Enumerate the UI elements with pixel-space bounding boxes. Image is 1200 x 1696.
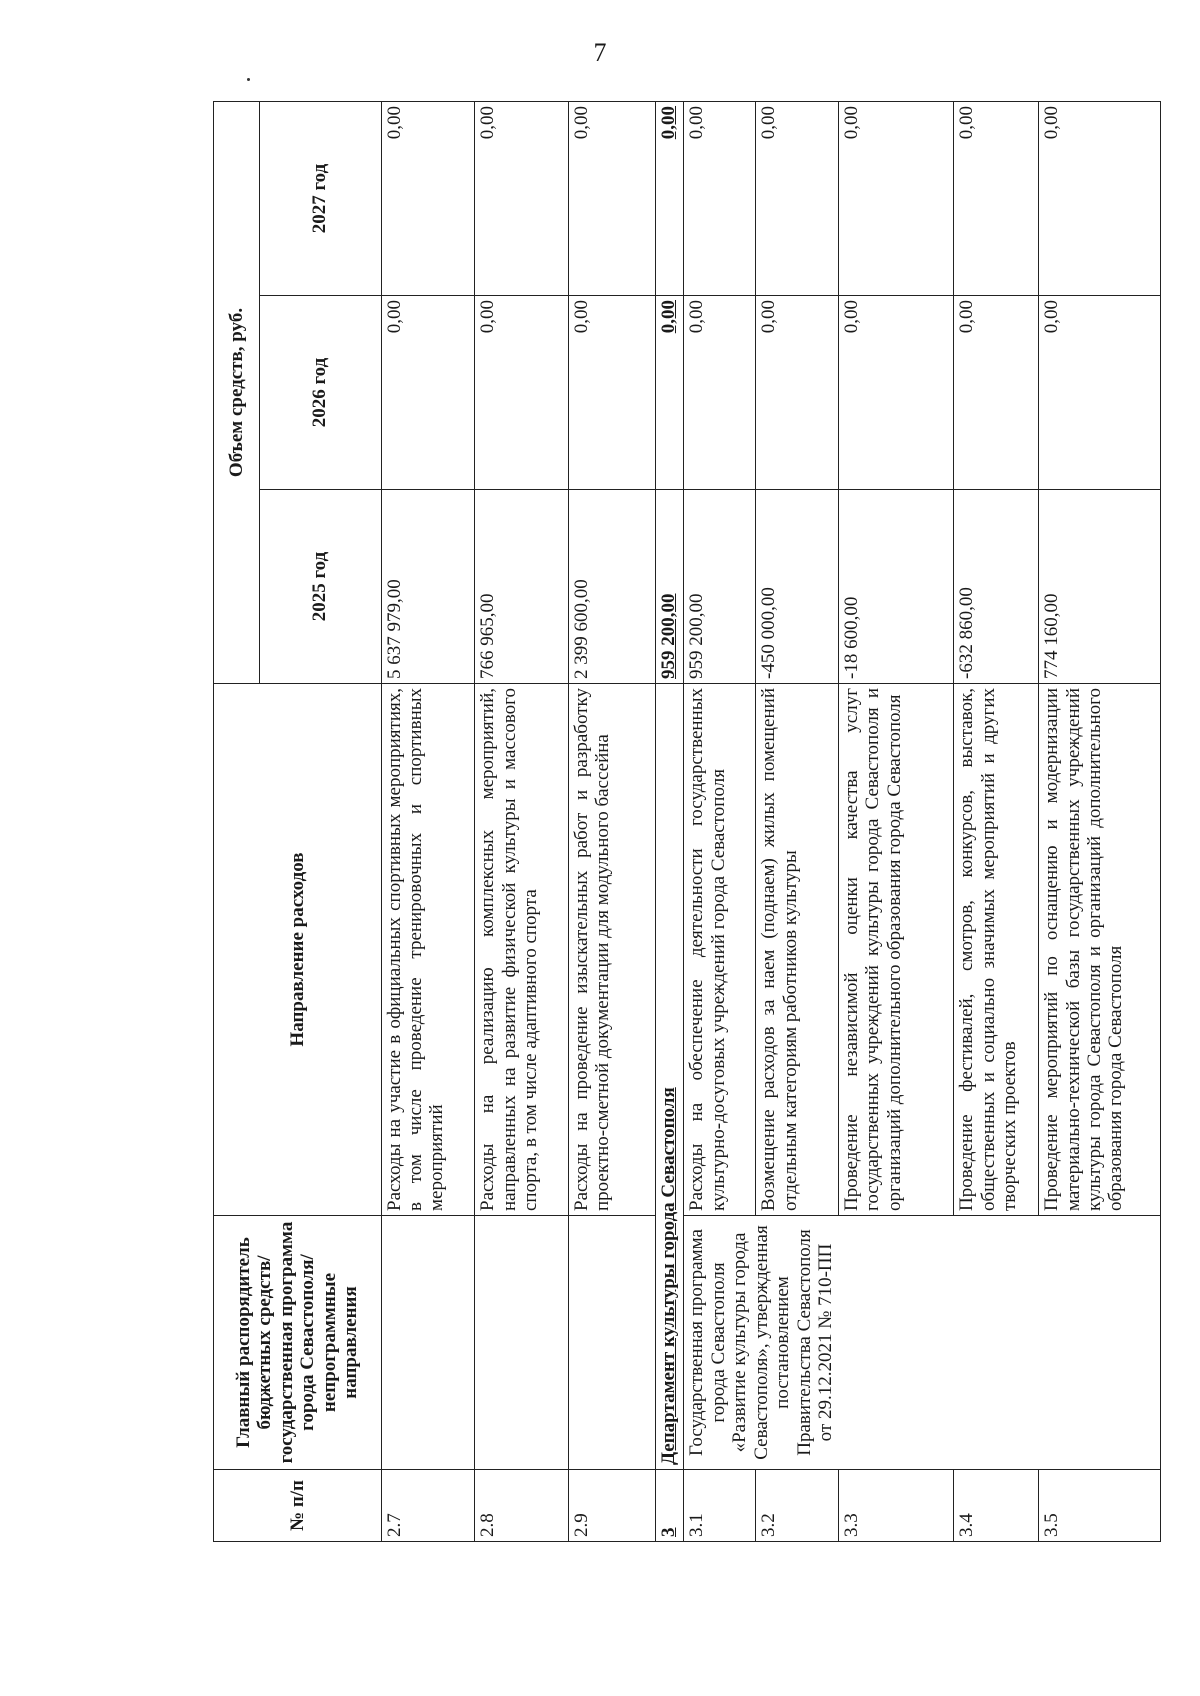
row-grbs — [381, 1216, 475, 1470]
department-name: Департамент культуры города Севастополя — [655, 684, 684, 1470]
row-direction: Проведение фестивалей, смотров, конкурсов, выставок, общественных и социально значимых мероприятий и других творческих проектов — [954, 684, 1039, 1216]
row-2025: 774 160,00 — [1039, 490, 1161, 684]
row-num: 3.4 — [954, 1470, 1039, 1542]
row-2027: 0,00 — [381, 101, 475, 295]
header-direction: Направление расходов — [214, 684, 382, 1216]
row-2027: 0,00 — [838, 101, 953, 295]
row-2027: 0,00 — [475, 101, 569, 295]
row-2027: 0,00 — [684, 101, 756, 295]
budget-table — [213, 101, 1161, 1542]
header-2026: 2026 год — [259, 296, 381, 490]
row-2025: 766 965,00 — [475, 490, 569, 684]
row-num: 2.8 — [475, 1470, 569, 1542]
row-2026: 0,00 — [381, 296, 475, 490]
scan-speck — [247, 78, 250, 81]
row-direction: Расходы на участие в официальных спортивных мероприятиях, в том числе проведение тренировочных и спортивных мероприятий — [381, 684, 475, 1216]
row-num: 3 — [655, 1470, 684, 1542]
row-num: 2.7 — [381, 1470, 475, 1542]
header-2027: 2027 год — [259, 101, 381, 295]
row-2026: 0,00 — [954, 296, 1039, 490]
row-2025: 5 637 979,00 — [381, 490, 475, 684]
row-num: 3.1 — [684, 1470, 756, 1542]
row-2026: 0,00 — [838, 296, 953, 490]
row-2026: 0,00 — [568, 296, 655, 490]
header-num: № п/п — [214, 1470, 382, 1542]
row-2026: 0,00 — [655, 296, 684, 490]
row-2025: -18 600,00 — [838, 490, 953, 684]
row-2025: 2 399 600,00 — [568, 490, 655, 684]
table-row — [684, 101, 756, 1541]
row-2025: -632 860,00 — [954, 490, 1039, 684]
table-row — [381, 101, 475, 1541]
row-direction: Возмещение расходов за наем (поднаем) жилых помещений отдельным категориям работников культуры — [756, 684, 839, 1216]
row-2025: 959 200,00 — [655, 490, 684, 684]
row-2025: 959 200,00 — [684, 490, 756, 684]
row-direction: Расходы на обеспечение деятельности государственных культурно-досуговых учреждений города Севастополя — [684, 684, 756, 1216]
row-num: 2.9 — [568, 1470, 655, 1542]
table-row — [475, 101, 569, 1541]
row-direction: Проведение мероприятий по оснащению и модернизации материально-технической базы государственных учреждений культуры города Севастополя и организаций дополнительного образования города Севастополя — [1039, 684, 1161, 1216]
row-direction: Проведение независимой оценки качества услуг государственных учреждений культуры города Севастополя и организаций дополнительного образования города Севастополя — [838, 684, 953, 1216]
rotated-table-container — [213, 102, 1161, 1542]
row-2027: 0,00 — [1039, 101, 1161, 295]
row-2025: -450 000,00 — [756, 490, 839, 684]
page-number: 7 — [593, 38, 607, 67]
row-2026: 0,00 — [475, 296, 569, 490]
row-num: 3.5 — [1039, 1470, 1161, 1542]
table-row — [568, 101, 655, 1541]
row-num: 3.3 — [838, 1470, 953, 1542]
header-grbs: Главный распорядитель бюджетных средств/государственная программа города Севастополя/непрограммные направления — [214, 1216, 382, 1470]
table-row-department — [655, 101, 684, 1541]
row-grbs — [568, 1216, 655, 1470]
row-2027: 0,00 — [756, 101, 839, 295]
row-grbs — [475, 1216, 569, 1470]
row-2026: 0,00 — [756, 296, 839, 490]
row-num: 3.2 — [756, 1470, 839, 1542]
row-direction: Расходы на реализацию комплексных мероприятий, направленных на развитие физической культуры и массового спорта, в том числе адаптивного спорта — [475, 684, 569, 1216]
header-volume: Объем средств, руб. — [214, 101, 260, 683]
row-2026: 0,00 — [1039, 296, 1161, 490]
row-2026: 0,00 — [684, 296, 756, 490]
row-2027: 0,00 — [655, 101, 684, 295]
program-name: Государственная программа города Севастополя «Развитие культуры города Севастополя», утвержденная постановлением Правительства Севастополя от 29.12.2021 № 710-ПП — [684, 1216, 1161, 1470]
header-2025: 2025 год — [259, 490, 381, 684]
row-2027: 0,00 — [954, 101, 1039, 295]
row-2027: 0,00 — [568, 101, 655, 295]
row-direction: Расходы на проведение изыскательных работ и разработку проектно-сметной документации для модульного бассейна — [568, 684, 655, 1216]
